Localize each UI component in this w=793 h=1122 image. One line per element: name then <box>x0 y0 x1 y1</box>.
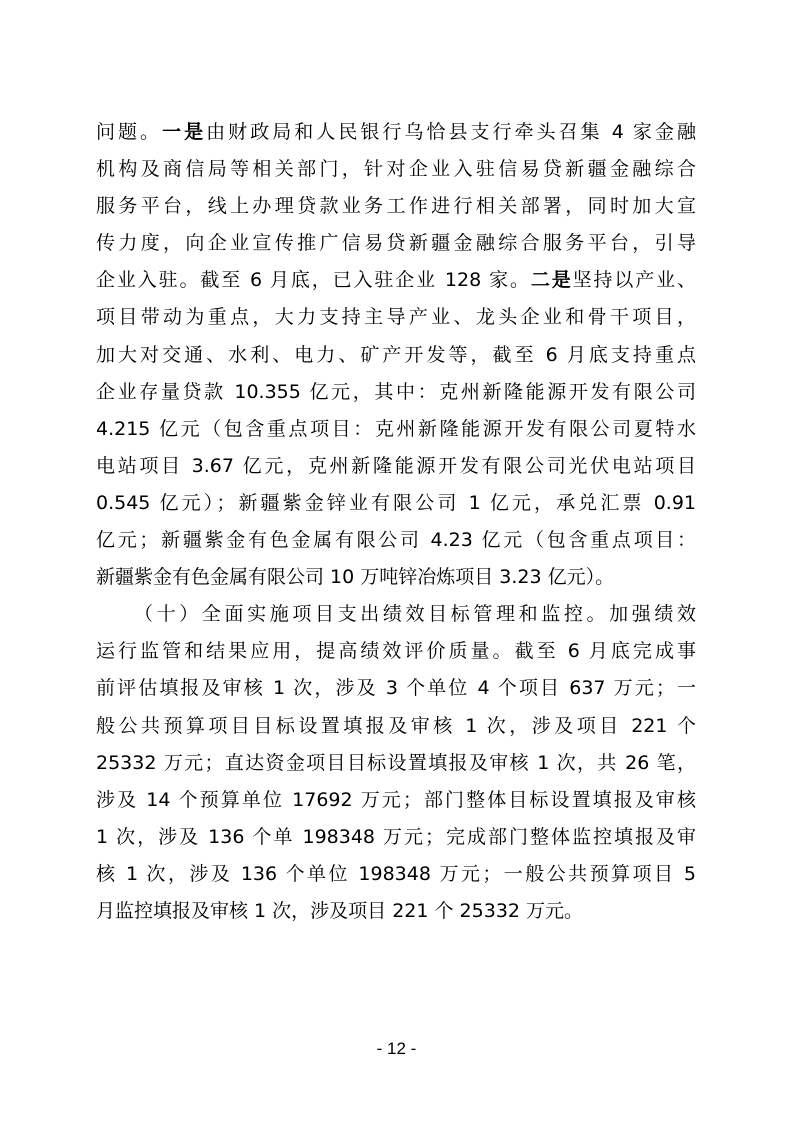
bold-text-run: 一是 <box>162 121 207 143</box>
text-line <box>96 596 696 633</box>
body-text <box>96 114 696 930</box>
text-line <box>96 225 696 262</box>
text-line <box>96 448 696 485</box>
text-run: 0.545 亿元）；新疆紫金锌业有限公司 1 亿元，承兑汇票 0.91 <box>96 491 696 514</box>
text-run: 运行监管和结果应用，提高绩效评价质量。截至 6 月底完成事 <box>96 640 696 663</box>
text-run: 1 次，涉及 136 个单 198348 万元；完成部门整体监控填报及审 <box>96 825 696 848</box>
text-line <box>96 893 696 930</box>
text-run: 涉及 14 个预算单位 17692 万元；部门整体目标设置填报及审核 <box>96 788 696 811</box>
text-line <box>96 522 696 559</box>
text-line <box>96 670 696 707</box>
text-line <box>96 188 696 225</box>
text-line <box>96 633 696 670</box>
text-run: 企业入驻。截至 6 月底，已入驻企业 128 家。 <box>96 269 531 292</box>
bold-text-run: 二是 <box>530 269 573 292</box>
text-run: 加大对交通、水利、电力、矿产开发等，截至 6 月底支持重点 <box>96 343 696 366</box>
text-line <box>96 374 696 411</box>
text-run: 电站项目 3.67 亿元，克州新隆能源开发有限公司光伏电站项目 <box>96 454 696 477</box>
text-run: 机构及商信局等相关部门，针对企业入驻信易贷新疆金融综合 <box>96 158 696 181</box>
text-line <box>96 782 696 819</box>
page-number: - 12 - <box>376 1039 417 1058</box>
text-run: 由财政局和人民银行乌恰县支行牵头召集 4 家金融 <box>206 121 696 143</box>
text-run: 传力度，向企业宣传推广信易贷新疆金融综合服务平台，引导 <box>96 232 696 255</box>
text-line <box>96 745 696 782</box>
text-run: 4.215 亿元（包含重点项目：克州新隆能源开发有限公司夏特水 <box>96 417 696 440</box>
text-run: （十）全面实施项目支出绩效目标管理和监控。加强绩效 <box>134 603 696 626</box>
text-run: 25332 万元；直达资金项目目标设置填报及审核 1 次，共 26 笔， <box>96 751 696 774</box>
text-line <box>96 708 696 745</box>
text-line <box>96 151 696 188</box>
text-run: 核 1 次，涉及 136 个单位 198348 万元；一般公共预算项目 5 <box>96 862 696 885</box>
text-run: 企业存量贷款 10.355 亿元，其中：克州新隆能源开发有限公司 <box>96 380 696 403</box>
text-line <box>96 262 696 299</box>
text-run: 前评估填报及审核 1 次，涉及 3 个单位 4 个项目 637 万元；一 <box>96 677 696 700</box>
text-run: 服务平台，线上办理贷款业务工作进行相关部署，同时加大宣 <box>96 195 696 218</box>
text-run: 亿元；新疆紫金有色金属有限公司 4.23 亿元（包含重点项目： <box>96 529 696 552</box>
text-line <box>96 485 696 522</box>
text-run: 般公共预算项目目标设置填报及审核 1 次，涉及项目 221 个 <box>96 714 696 737</box>
text-line <box>96 114 696 151</box>
text-line <box>96 559 696 596</box>
text-line <box>96 411 696 448</box>
text-line <box>96 337 696 374</box>
text-run: 月监控填报及审核 1 次，涉及项目 221 个 25332 万元。 <box>96 899 584 922</box>
text-line <box>96 819 696 856</box>
text-run: 项目带动为重点，大力支持主导产业、龙头企业和骨干项目， <box>96 306 696 329</box>
text-line <box>96 299 696 336</box>
text-run: 坚持以产业、 <box>572 269 696 292</box>
text-run: 问题。 <box>96 121 163 143</box>
text-line <box>96 856 696 893</box>
text-run: 新疆紫金有色金属有限公司 10 万吨锌冶炼项目 3.23 亿元）。 <box>96 566 615 589</box>
